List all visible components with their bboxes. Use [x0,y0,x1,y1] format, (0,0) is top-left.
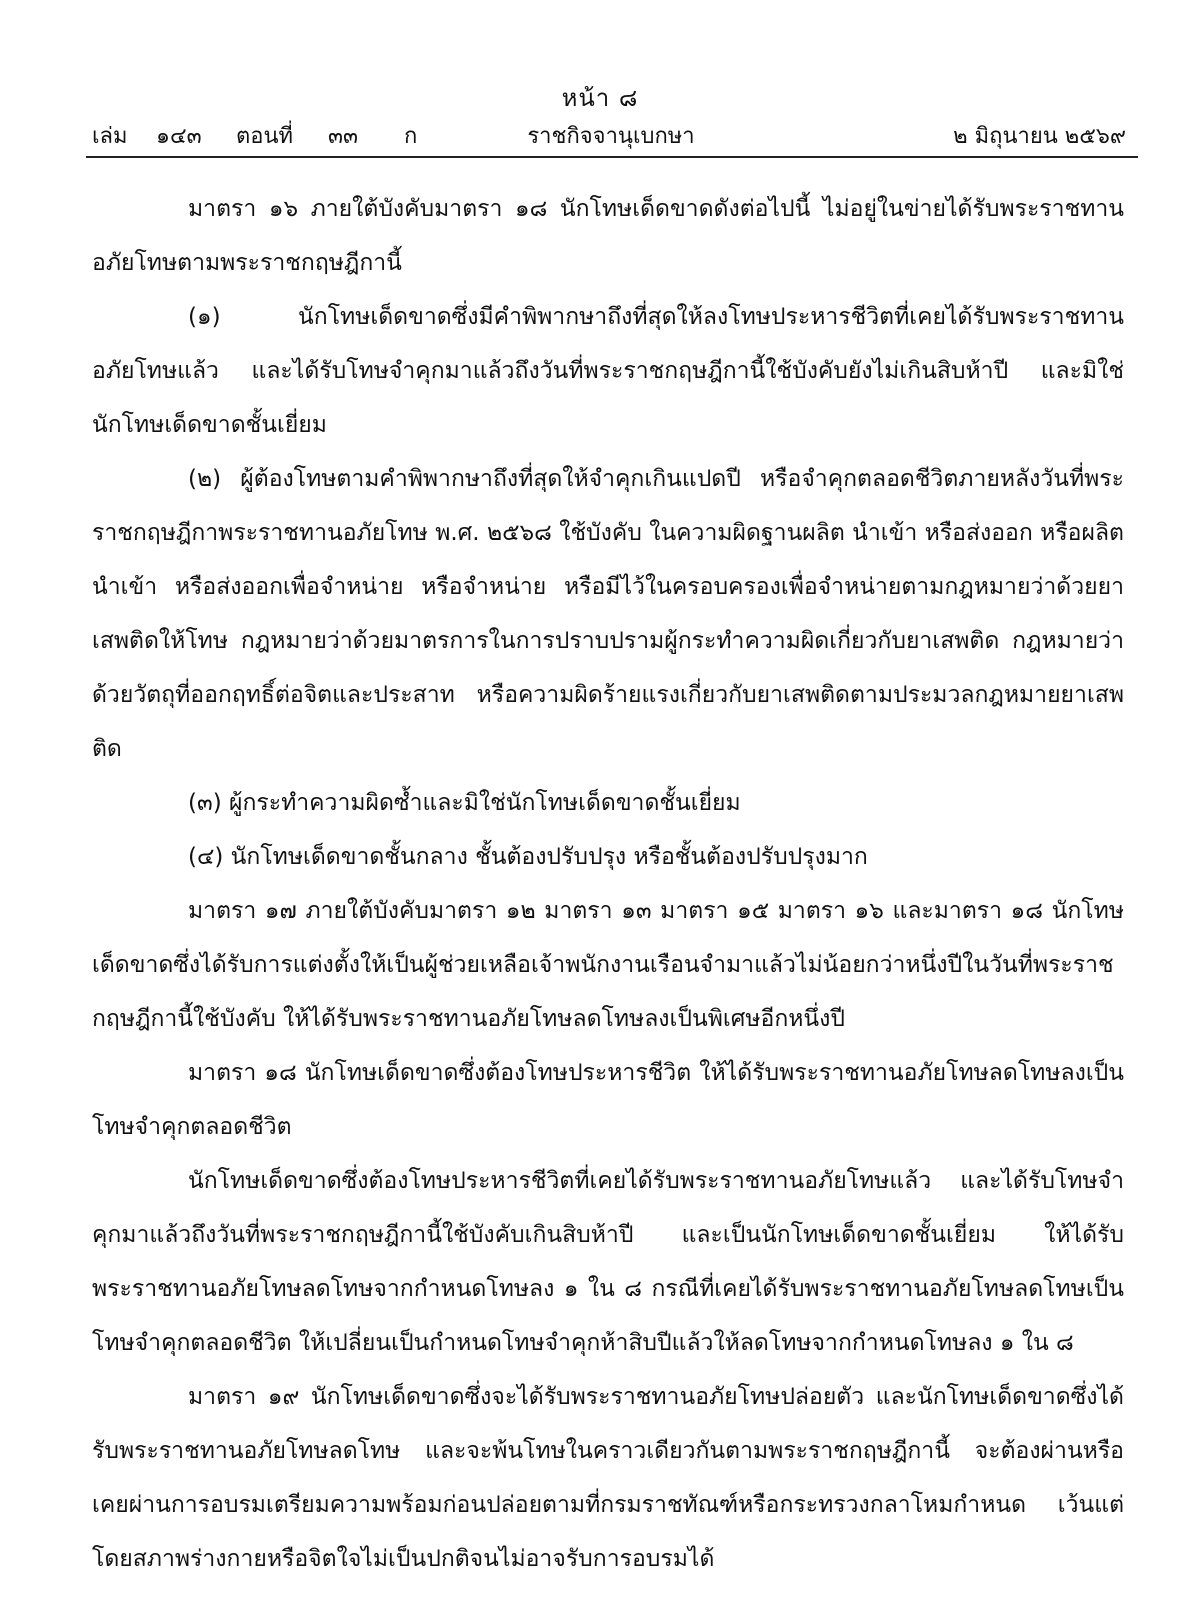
volume-label: เล่ม [92,124,128,149]
document-body [92,182,1124,1586]
paragraph-item-1: (๑) นักโทษเด็ดขาดซึ่งมีคำพิพากษาถึงที่สุดให้ลงโทษประหารชีวิตที่เคยได้รับพระราชทานอภัยโทษแล้ว และได้รับโทษจำคุกมาแล้วถึงวันที่พระราชกฤษฎีกานี้ใช้บังคับยังไม่เกินสิบห้าปี และมิใช่นักโทษเด็ดขาดชั้นเยี่ยม [92,304,1124,438]
page-number: หน้า ๘ [561,84,639,112]
section-letter: ก [404,124,418,149]
paragraph-section-16: มาตรา ๑๖ ภายใต้บังคับมาตรา ๑๘ นักโทษเด็ดขาดดังต่อไปนี้ ไม่อยู่ในข่ายได้รับพระราชทานอภัยโทษตามพระราชกฤษฎีกานี้ [92,196,1124,276]
paragraph-section-19: มาตรา ๑๙ นักโทษเด็ดขาดซึ่งจะได้รับพระราชทานอภัยโทษปล่อยตัว และนักโทษเด็ดขาดซึ่งได้รับพระราชทานอภัยโทษลดโทษ และจะพ้นโทษในคราวเดียวกันตามพระราชกฤษฎีกานี้ จะต้องผ่านหรือเคยผ่านการอบรมเตรียมความพร้อมก่อนปล่อยตามที่กรมราชทัณฑ์หรือกระทรวงกลาโหมกำหนด เว้นแต่โดยสภาพร่างกายหรือจิตใจไม่เป็นปกติจนไม่อาจรับการอบรมได้ [92,1384,1124,1572]
issue-number: ๓๓ [328,124,359,149]
header-divider [86,156,1138,158]
paragraph-item-2: (๒) ผู้ต้องโทษตามคำพิพากษาถึงที่สุดให้จำคุกเกินแปดปี หรือจำคุกตลอดชีวิตภายหลังวันที่พระราชกฤษฎีกาพระราชทานอภัยโทษ พ.ศ. ๒๕๖๘ ใช้บังคับ ในความผิดฐานผลิต นำเข้า หรือส่งออก หรือผลิต นำเข้า หรือส่งออกเพื่อจำหน่าย หรือจำหน่าย หรือมีไว้ในครอบครองเพื่อจำหน่ายตามกฎหมายว่าด้วยยาเสพติดให้โทษ กฎหมายว่าด้วยมาตรการในการปราบปรามผู้กระทำความผิดเกี่ยวกับยาเสพติด กฎหมายว่าด้วยวัตถุที่ออกฤทธิ์ต่อจิตและประสาท หรือความผิดร้ายแรงเกี่ยวกับยาเสพติดตามประมวลกฎหมายยาเสพติด [92,466,1124,762]
paragraph-section-18: มาตรา ๑๘ นักโทษเด็ดขาดซึ่งต้องโทษประหารชีวิต ให้ได้รับพระราชทานอภัยโทษลดโทษลงเป็นโทษจำคุกตลอดชีวิต [92,1060,1124,1140]
issue-label: ตอนที่ [236,124,294,149]
gazette-header [86,118,1136,154]
paragraph-item-4: (๔) นักโทษเด็ดขาดชั้นกลาง ชั้นต้องปรับปรุง หรือชั้นต้องปรับปรุงมาก [188,844,868,870]
paragraph-item-3: (๓) ผู้กระทำความผิดซ้ำและมิใช่นักโทษเด็ดขาดชั้นเยี่ยม [188,790,741,816]
volume-number: ๑๔๓ [156,124,202,149]
gazette-name: ราชกิจจานุเบกษา [527,124,695,149]
paragraph-section-18-clause-2: นักโทษเด็ดขาดซึ่งต้องโทษประหารชีวิตที่เคยได้รับพระราชทานอภัยโทษแล้ว และได้รับโทษจำคุกมาแล้วถึงวันที่พระราชกฤษฎีกานี้ใช้บังคับเกินสิบห้าปี และเป็นนักโทษเด็ดขาดชั้นเยี่ยม ให้ได้รับพระราชทานอภัยโทษลดโทษจากกำหนดโทษลง ๑ ใน ๘ กรณีที่เคยได้รับพระราชทานอภัยโทษลดโทษเป็นโทษจำคุกตลอดชีวิต ให้เปลี่ยนเป็นกำหนดโทษจำคุกห้าสิบปีแล้วให้ลดโทษจากกำหนดโทษลง ๑ ใน ๘ [92,1168,1124,1356]
publication-date: ๒ มิถุนายน ๒๕๖๙ [953,124,1126,149]
paragraph-section-17: มาตรา ๑๗ ภายใต้บังคับมาตรา ๑๒ มาตรา ๑๓ มาตรา ๑๕ มาตรา ๑๖ และมาตรา ๑๘ นักโทษเด็ดขาดซึ่งได้รับการแต่งตั้งให้เป็นผู้ช่วยเหลือเจ้าพนักงานเรือนจำมาแล้วไม่น้อยกว่าหนึ่งปีในวันที่พระราชกฤษฎีกานี้ใช้บังคับ ให้ได้รับพระราชทานอภัยโทษลดโทษลงเป็นพิเศษอีกหนึ่งปี [92,898,1124,1032]
